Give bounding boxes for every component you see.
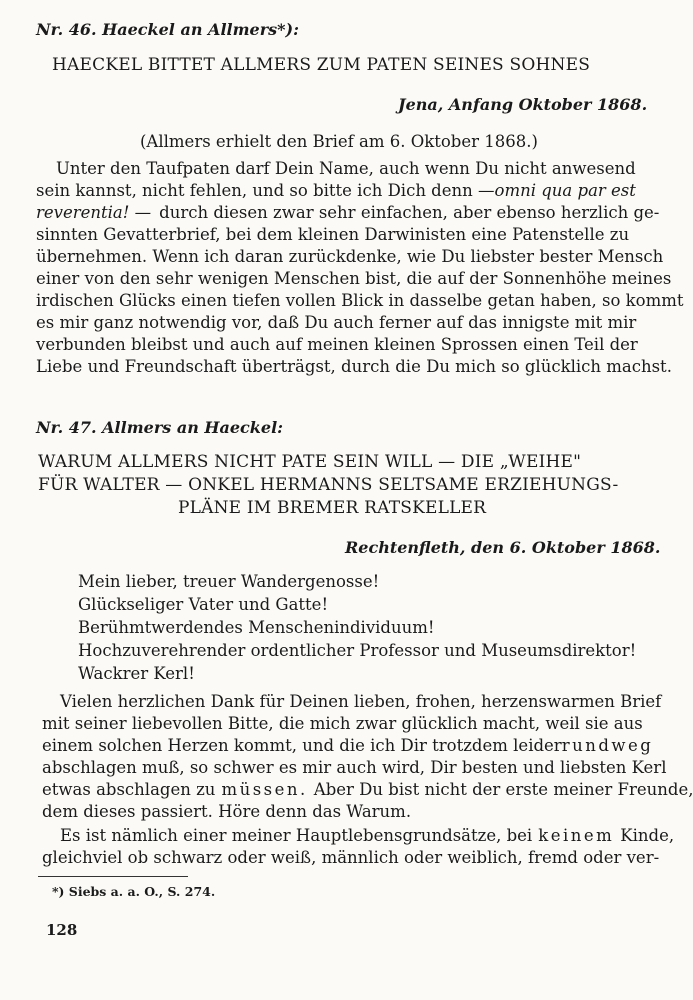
salutation-line: Hochzuverehrender ordentlicher Professor und Museumsdirektor!	[78, 641, 637, 660]
body-text-italic: reverentia! —	[36, 203, 152, 222]
body-text: durch diesen zwar sehr einfachen, aber ebenso herzlich ge-	[159, 203, 660, 222]
letter-47-title-line: PLÄNE IM BREMER RATSKELLER	[178, 498, 487, 518]
body-line: mit seiner liebevollen Bitte, die mich zwar glücklich macht, weil sie aus	[42, 714, 643, 733]
body-line	[60, 826, 675, 846]
body-text: Es ist nämlich einer meiner Hauptlebensgrundsätze, bei	[60, 826, 533, 845]
body-line: Vielen herzlichen Dank für Deinen lieben, frohen, herzenswarmen Brief	[60, 692, 662, 711]
salutation-line: Mein lieber, treuer Wandergenosse!	[78, 572, 380, 591]
letter-47-dateline: Rechtenfleth, den 6. Oktober 1868.	[345, 538, 661, 557]
salutation-line: Wackrer Kerl!	[78, 664, 195, 683]
body-line: dem dieses passiert. Höre denn das Warum.	[42, 802, 412, 821]
letter-46-dateline: Jena, Anfang Oktober 1868.	[398, 95, 648, 114]
body-line: es mir ganz notwendig vor, daß Du auch ferner auf das innigste mit mir	[36, 313, 637, 332]
body-line	[42, 736, 654, 756]
letter-46-note: (Allmers erhielt den Brief am 6. Oktober 1868.)	[140, 132, 538, 151]
body-text: Aber Du bist nicht der erste meiner Freunde,	[313, 780, 693, 799]
salutation-line: Berühmtwerdendes Menschenindividuum!	[78, 618, 435, 637]
body-line: abschlagen muß, so schwer es mir auch wird, Dir besten und liebsten Kerl	[42, 758, 667, 777]
body-line: übernehmen. Wenn ich daran zurückdenke, wie Du liebster bester Mensch	[36, 247, 664, 266]
body-line: irdischen Glücks einen tiefen vollen Blick in dasselbe getan haben, so kommt	[36, 291, 684, 310]
body-line	[36, 203, 660, 223]
letter-47-title-line: WARUM ALLMERS NICHT PATE SEIN WILL — DIE „WEIHE"	[38, 452, 582, 472]
letter-47-title-line: FÜR WALTER — ONKEL HERMANNS SELTSAME ERZIEHUNGS-	[38, 475, 619, 495]
salutation-line: Glückseliger Vater und Gatte!	[78, 595, 329, 614]
page-number: 128	[46, 921, 78, 939]
body-text-spaced: keinem	[538, 826, 615, 845]
body-text-spaced: rundweg	[561, 736, 654, 755]
footnote: *) Siebs a. a. O., S. 274.	[52, 884, 216, 899]
body-text: etwas abschlagen zu	[42, 780, 216, 799]
body-line	[42, 780, 693, 800]
footnote-divider	[38, 876, 188, 877]
body-line: Unter den Taufpaten darf Dein Name, auch wenn Du nicht anwesend	[56, 159, 636, 178]
body-text-spaced: müssen.	[221, 780, 308, 799]
body-text: einem solchen Herzen kommt, und die ich Dir trotzdem leider	[42, 736, 562, 755]
body-text-italic: omni qua par est	[494, 181, 636, 200]
body-line: Liebe und Freundschaft überträgst, durch die Du mich so glücklich machst.	[36, 357, 672, 376]
body-line: gleichviel ob schwarz oder weiß, männlich oder weiblich, fremd oder ver-	[42, 848, 660, 867]
body-text: Kinde,	[620, 826, 675, 845]
body-line	[36, 181, 636, 201]
body-line: sinnten Gevatterbrief, bei dem kleinen Darwinisten eine Patenstelle zu	[36, 225, 630, 244]
body-line: einer von den sehr wenigen Menschen bist, die auf der Sonnenhöhe meines	[36, 269, 672, 288]
body-text: sein kannst, nicht fehlen, und so bitte ich Dich denn —	[36, 181, 495, 200]
letter-46-heading: Nr. 46. Haeckel an Allmers*):	[36, 20, 299, 39]
body-line: verbunden bleibst und auch auf meinen kleinen Sprossen einen Teil der	[36, 335, 638, 354]
letter-46-title: HAECKEL BITTET ALLMERS ZUM PATEN SEINES SOHNES	[52, 55, 591, 75]
letter-47-heading: Nr. 47. Allmers an Haeckel:	[36, 418, 284, 437]
